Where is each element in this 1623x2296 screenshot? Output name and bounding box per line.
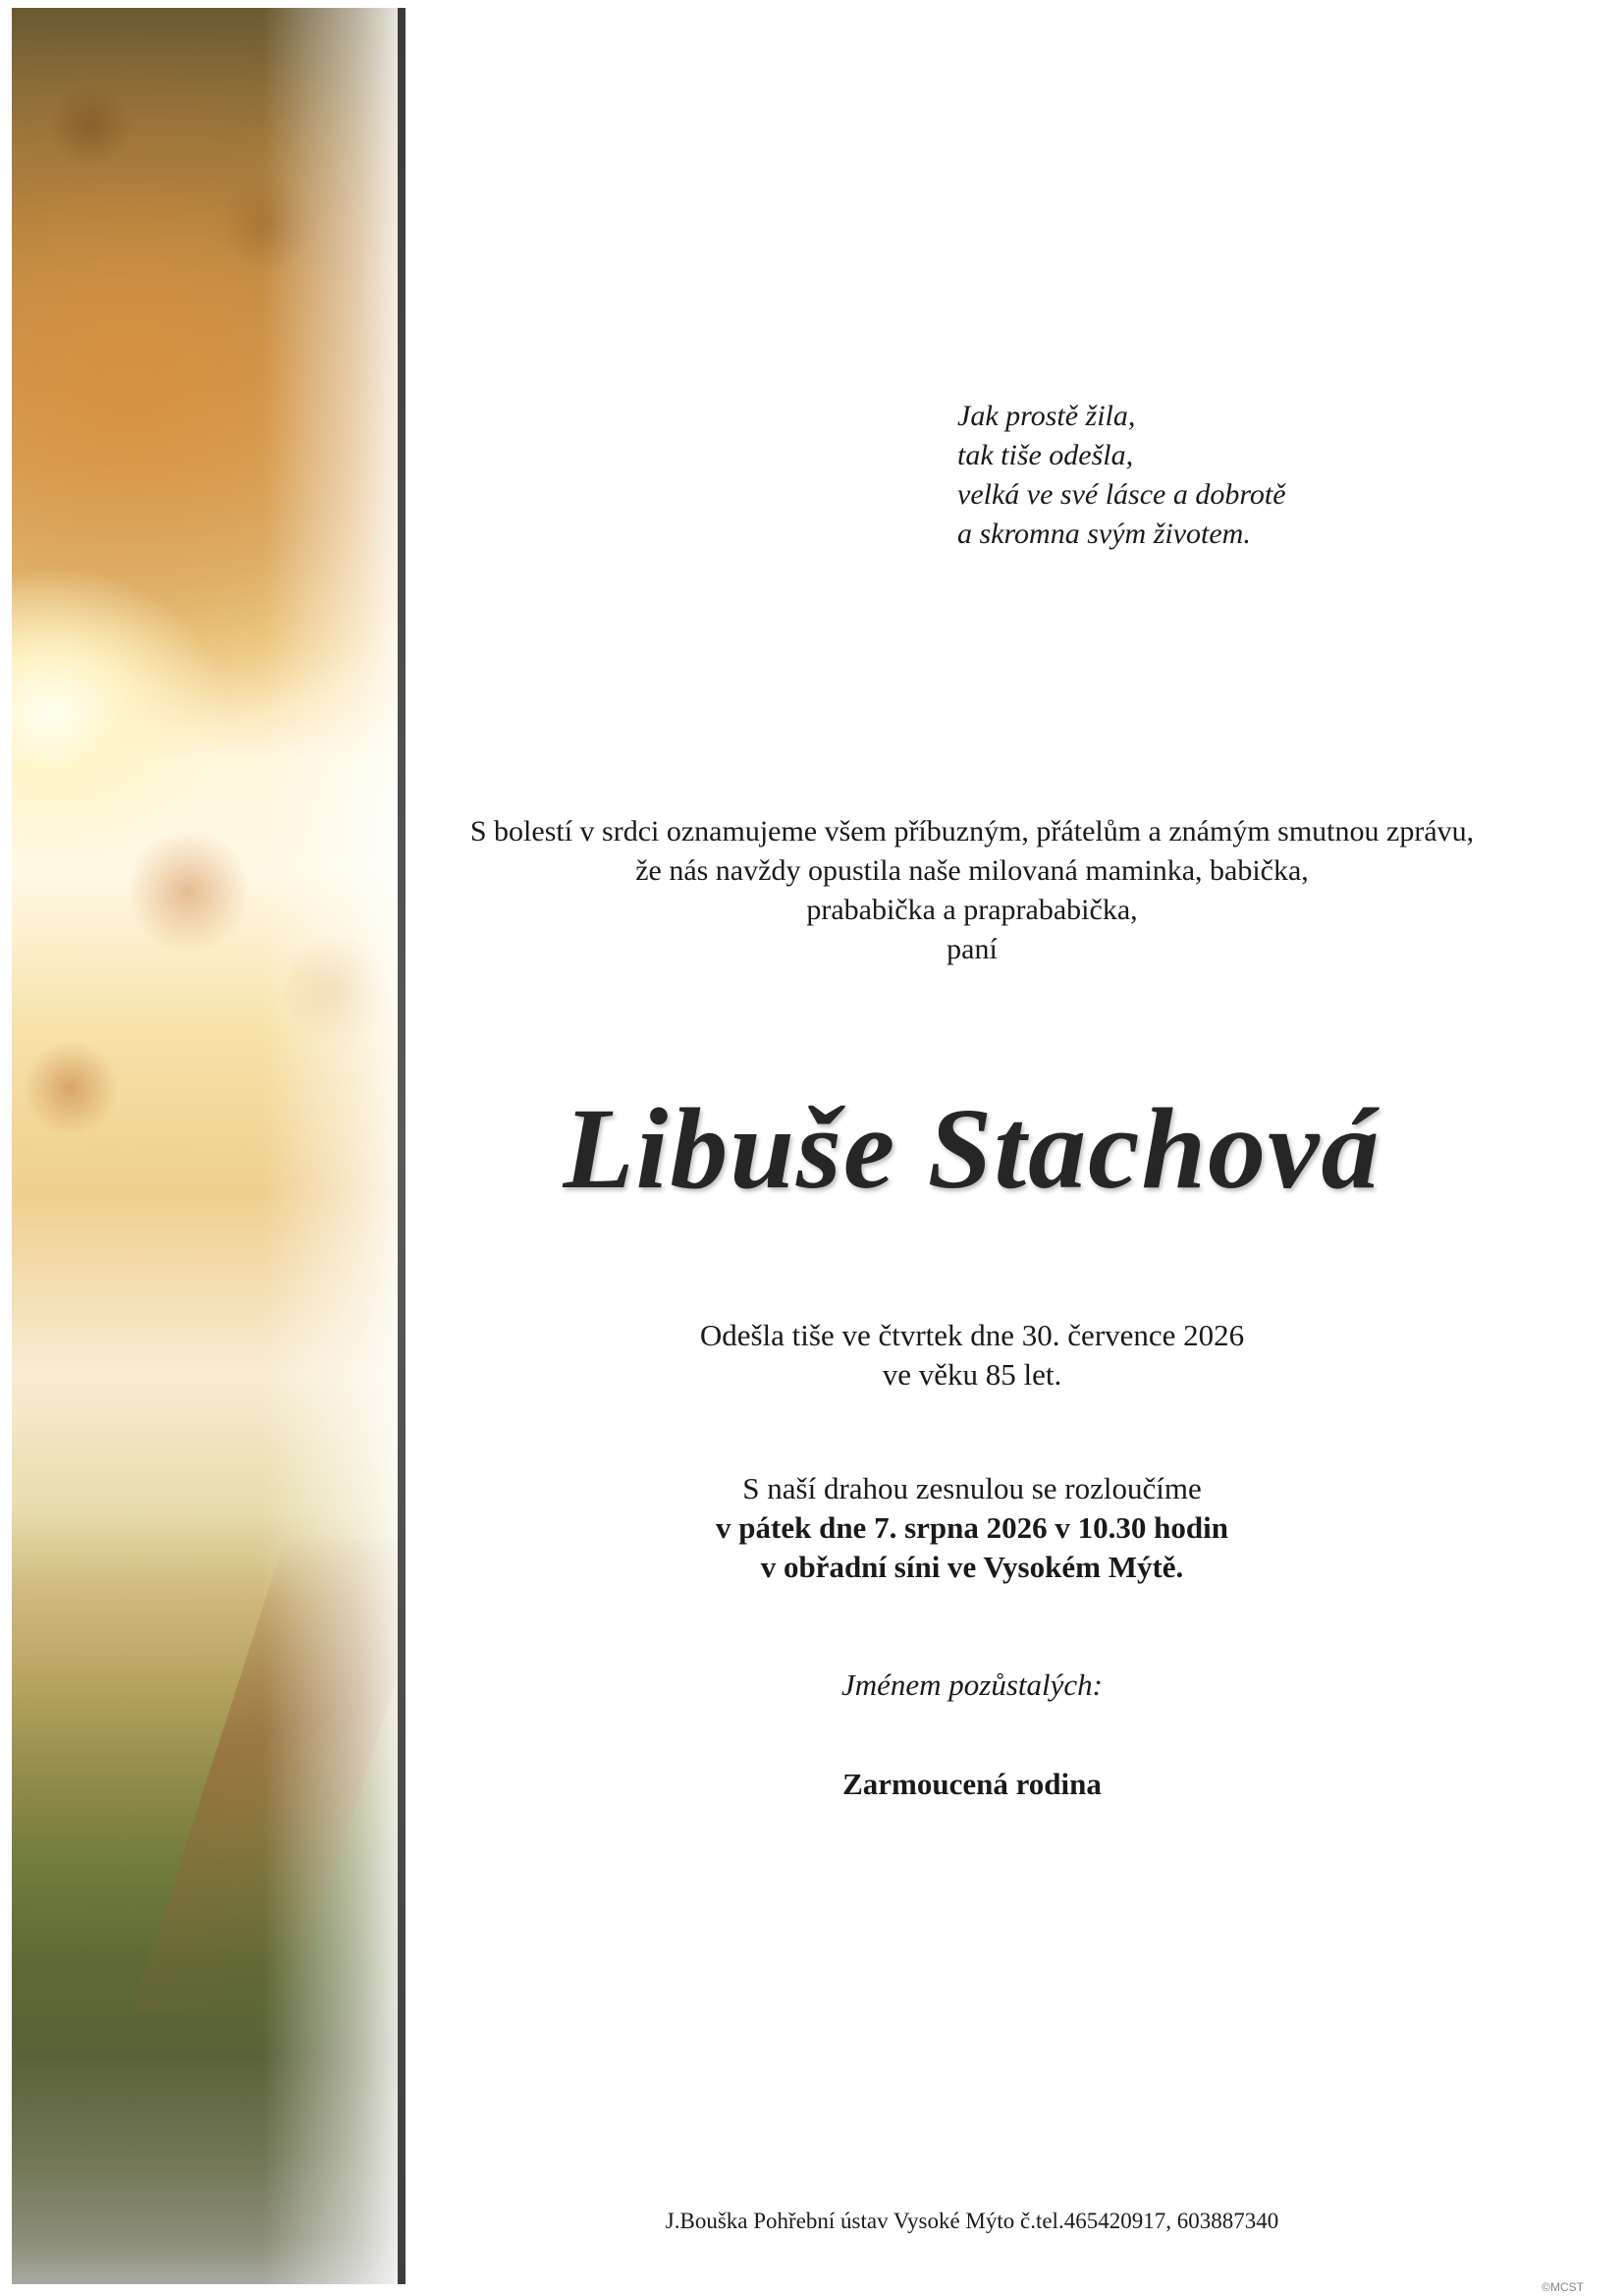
announcement-line: že nás navždy opustila naše milovaná maminka, babička, — [635, 854, 1309, 887]
poem-line: Jak prostě žila, — [957, 400, 1136, 432]
copyright-mark: ©MCST — [1542, 2280, 1584, 2294]
funeral-service-footer: J.Bouška Pohřební ústav Vysoké Mýto č.tel.465420917, 603887340 — [665, 2209, 1279, 2233]
nature-photo-strip — [12, 8, 400, 2284]
poem-line: velká ve své lásce a dobrotě — [957, 478, 1286, 511]
poem-line: tak tiše odešla, — [957, 439, 1134, 471]
farewell-datetime: v pátek dne 7. srpna 2026 v 10.30 hodin — [716, 1510, 1228, 1545]
deceased-name: Libuše Stachová — [563, 1084, 1381, 1213]
divider-bar — [398, 8, 406, 2284]
announcement-line: S bolestí v srdci oznamujeme všem příbuzným, přátelům a známým smutnou zprávu, — [469, 815, 1475, 847]
farewell-place: v obřadní síni ve Vysokém Mýtě. — [760, 1550, 1184, 1584]
photo-fade — [262, 8, 400, 2284]
farewell-intro: S naší drahou zesnulou se rozloučíme — [742, 1471, 1202, 1505]
announcement — [412, 812, 1532, 969]
poem-line: a skromna svým životem. — [957, 518, 1251, 550]
family-signature: Zarmoucená rodina — [842, 1767, 1102, 1801]
death-date: Odešla tiše ve čtvrtek dne 30. července 2026 — [699, 1318, 1245, 1352]
poem — [957, 397, 1286, 554]
announcement-line: prababička a praprababička, — [806, 894, 1138, 926]
on-behalf-label: Jménem pozůstalých: — [841, 1667, 1103, 1702]
announcement-line: paní — [947, 933, 998, 965]
death-age: ve věku 85 let. — [882, 1357, 1062, 1392]
farewell-info — [412, 1469, 1532, 1587]
death-info — [412, 1316, 1532, 1394]
